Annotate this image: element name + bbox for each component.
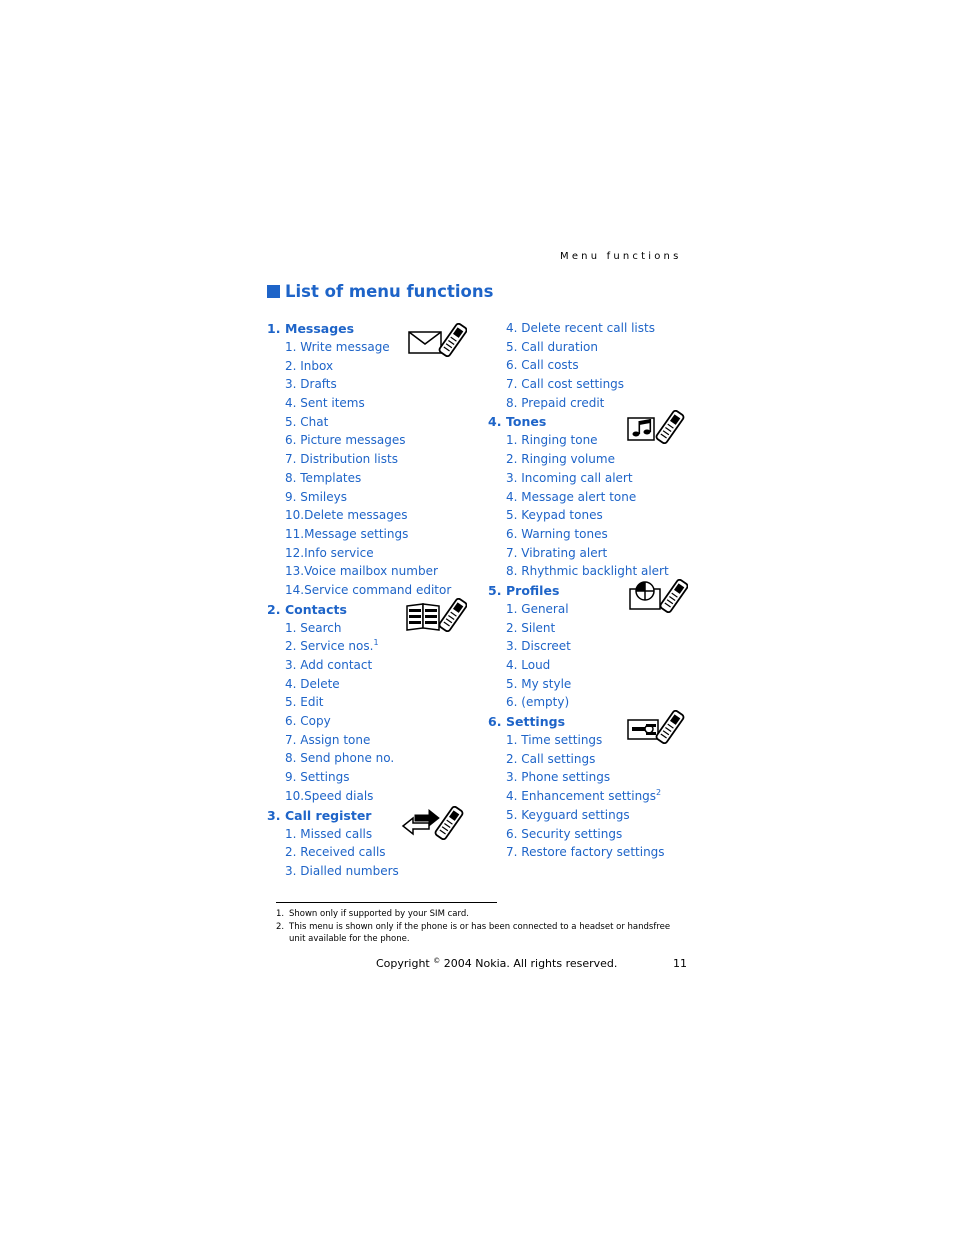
menu-item: 5. Edit: [285, 695, 324, 710]
menu-item: 6. Call costs: [506, 358, 579, 373]
menu-item: 7. Call cost settings: [506, 377, 625, 392]
menu-title: Profiles: [506, 582, 560, 598]
menu-group-call-register-continued: [488, 319, 688, 412]
running-header: Menu functions: [560, 251, 682, 262]
menu-item: 7. Assign tone: [285, 732, 371, 747]
footnotes: [276, 908, 676, 946]
menu-item: 5. Keypad tones: [506, 508, 603, 523]
menu-item: 5. Chat: [285, 414, 329, 429]
menu-item: 10.Speed dials: [285, 788, 374, 803]
menu-item-enhancement-settings: [488, 787, 688, 806]
menu-group-messages: [267, 319, 467, 600]
menu-number: 2.: [267, 601, 281, 617]
menu-item: 7. Vibrating alert: [506, 545, 608, 560]
menu-group-contacts: [267, 600, 467, 806]
menu-item: 6. (empty): [506, 695, 570, 710]
section-title-text: List of menu functions: [285, 282, 494, 301]
profiles-phone-icon: [628, 579, 688, 613]
menu-item: 2. Call settings: [506, 751, 596, 766]
menu-item: 2. Ringing volume: [506, 452, 615, 467]
menu-item: 7. Distribution lists: [285, 452, 398, 467]
menu-item: 3. Incoming call alert: [506, 470, 633, 485]
copyright-notice: [376, 957, 617, 970]
menu-item: 3. Drafts: [285, 377, 337, 392]
menu-item: 13.Voice mailbox number: [285, 564, 438, 579]
section-title: [267, 282, 493, 301]
footnote-ref: 1: [373, 638, 379, 648]
menu-item: 9. Smileys: [285, 489, 347, 504]
footnote-text: Shown only if supported by your SIM card.: [289, 909, 469, 919]
menu-item: 3. Dialled numbers: [285, 863, 399, 878]
menu-item: 4. Message alert tone: [506, 489, 637, 504]
menu-item: 12.Info service: [285, 545, 374, 560]
menu-group-tones: [488, 412, 688, 581]
menu-item-label: 4. Enhancement settings: [506, 789, 657, 804]
menu-item: 2. Silent: [506, 620, 556, 635]
menu-item: 6. Copy: [285, 714, 331, 729]
footnote-number: 2.: [276, 921, 285, 932]
menu-item: 11.Message settings: [285, 526, 409, 541]
menu-item: 1. General: [506, 601, 569, 616]
menu-item: 1. Missed calls: [285, 826, 373, 841]
menu-group-settings: [488, 712, 688, 862]
footnote: [276, 908, 676, 921]
menu-group-call-register: [267, 806, 467, 881]
page-number: 11: [673, 957, 687, 970]
menu-title: Tones: [506, 414, 547, 430]
menu-item: 1. Time settings: [506, 733, 603, 748]
menu-item: 6. Picture messages: [285, 433, 406, 448]
phonebook-phone-icon: [405, 598, 467, 632]
menu-item: 14.Service command editor: [285, 582, 452, 597]
menu-item: 1. Search: [285, 620, 342, 635]
copyright-text: 2004 Nokia. All rights reserved.: [443, 957, 618, 970]
menu-item: 2. Inbox: [285, 358, 334, 373]
menu-item: 3. Phone settings: [506, 770, 611, 785]
footnote-text: This menu is shown only if the phone is or has been connected to a headset or handsfree unit available for the phone.: [289, 921, 671, 944]
menu-item: 9. Settings: [285, 770, 350, 785]
menu-title: Contacts: [285, 601, 347, 617]
copyright-label: Copyright: [376, 957, 430, 970]
menu-item-service-nos: [267, 637, 467, 656]
copyright-symbol: ©: [433, 957, 441, 965]
menu-item: 8. Templates: [285, 470, 362, 485]
envelope-phone-icon: [407, 323, 467, 357]
menu-item: 8. Rhythmic backlight alert: [506, 564, 669, 579]
menu-item: 5. Keyguard settings: [506, 807, 630, 822]
menu-item: 8. Send phone no.: [285, 751, 395, 766]
title-bullet-icon: [267, 285, 280, 298]
footnote-number: 1.: [276, 909, 285, 919]
menu-item: 10.Delete messages: [285, 508, 408, 523]
menu-item: 5. My style: [506, 676, 572, 691]
menu-title: Settings: [506, 714, 566, 730]
menu-item: 3. Add contact: [285, 658, 373, 672]
menu-group-profiles: [488, 581, 688, 712]
menu-item: 7. Restore factory settings: [506, 845, 665, 860]
menu-item: 4. Delete recent call lists: [506, 321, 655, 335]
menu-title: Messages: [285, 321, 355, 336]
menu-item: 2. Received calls: [285, 845, 386, 860]
right-column: [488, 319, 688, 862]
menu-item: 4. Sent items: [285, 396, 365, 411]
menu-item-label: 2. Service nos.: [285, 639, 374, 654]
menu-item: 8. Prepaid credit: [506, 395, 605, 410]
menu-number: 6.: [488, 714, 502, 730]
arrows-phone-icon: [399, 806, 465, 840]
menu-number: 5.: [488, 582, 502, 598]
menu-item: 1. Ringing tone: [506, 433, 598, 448]
footnote: [276, 921, 676, 946]
music-note-phone-icon: [626, 410, 686, 444]
menu-title: Call register: [285, 807, 372, 823]
menu-number: 3.: [267, 807, 281, 823]
tools-phone-icon: [626, 710, 686, 744]
menu-item: 6. Security settings: [506, 826, 623, 841]
left-column: [267, 319, 467, 881]
menu-item: 4. Loud: [506, 658, 551, 672]
menu-item: 6. Warning tones: [506, 526, 608, 541]
menu-item: 3. Discreet: [506, 639, 571, 654]
menu-item: 4. Delete: [285, 676, 340, 691]
menu-item: 5. Call duration: [506, 339, 598, 354]
menu-item: 1. Write message: [285, 340, 390, 354]
footnote-divider: [276, 902, 497, 903]
menu-number: 4.: [488, 414, 502, 430]
menu-number: 1.: [267, 321, 281, 336]
footnote-ref: 2: [656, 788, 662, 798]
